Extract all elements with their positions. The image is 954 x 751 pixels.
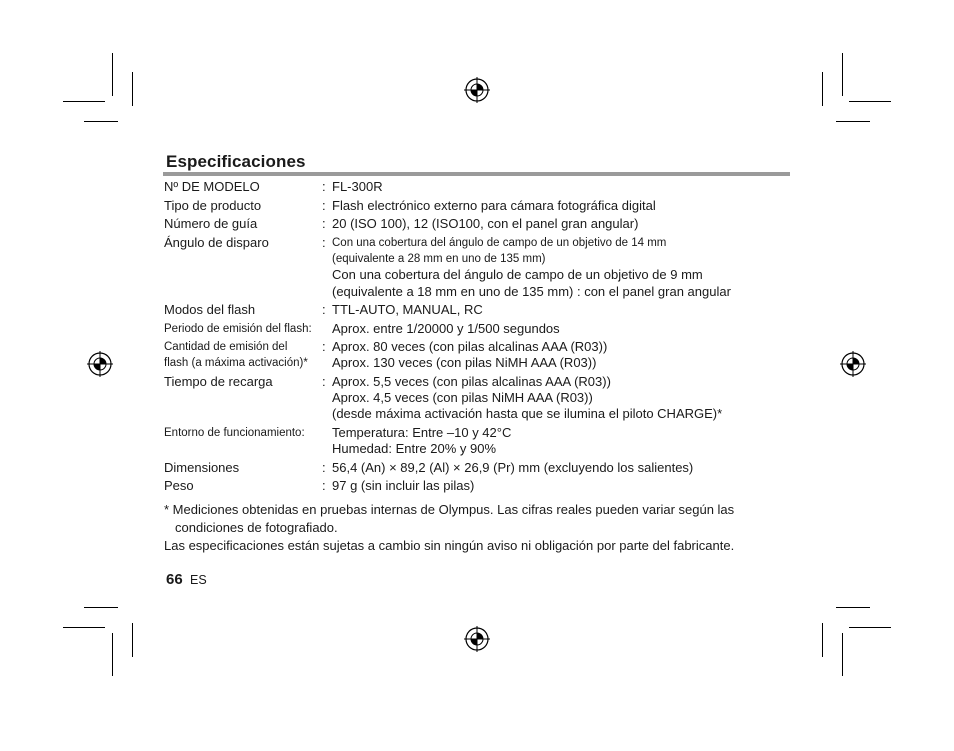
spec-colon: :: [322, 339, 326, 354]
crop-mark: [836, 607, 870, 608]
spec-colon: :: [322, 179, 326, 194]
spec-label: Nº DE MODELO: [164, 179, 260, 194]
footnote: condiciones de fotografiado.: [175, 520, 338, 535]
spec-colon: :: [322, 302, 326, 317]
crop-mark: [849, 627, 891, 628]
spec-colon: :: [322, 460, 326, 475]
spec-label: Peso: [164, 478, 194, 493]
spec-label: Entorno de funcionamiento:: [164, 427, 305, 439]
crop-mark: [132, 72, 133, 106]
spec-value: (equivalente a 18 mm en uno de 135 mm) : con el panel gran angular: [332, 284, 731, 299]
crop-mark: [112, 53, 113, 96]
spec-colon: :: [322, 198, 326, 213]
registration-mark-icon: [840, 351, 866, 377]
spec-value: TTL-AUTO, MANUAL, RC: [332, 302, 483, 317]
spec-value: 20 (ISO 100), 12 (ISO100, con el panel gran angular): [332, 216, 639, 231]
spec-colon: :: [322, 216, 326, 231]
spec-value: Aprox. 130 veces (con pilas NiMH AAA (R03)): [332, 355, 597, 370]
page-number: 66: [166, 571, 183, 588]
spec-value: (equivalente a 28 mm en uno de 135 mm): [332, 253, 546, 265]
spec-colon: :: [322, 478, 326, 493]
spec-label: Cantidad de emisión del: [164, 341, 288, 353]
spec-label: Número de guía: [164, 216, 258, 231]
crop-mark: [84, 121, 118, 122]
crop-mark: [84, 607, 118, 608]
spec-value: 97 g (sin incluir las pilas): [332, 478, 475, 493]
crop-mark: [842, 53, 843, 96]
crop-mark: [836, 121, 870, 122]
title-rule: [163, 172, 790, 176]
footnote: Las especificaciones están sujetas a cambio sin ningún aviso ni obligación por parte del fabricante.: [164, 538, 735, 553]
crop-mark: [63, 627, 105, 628]
crop-mark: [822, 623, 823, 657]
language-code: ES: [190, 573, 207, 587]
spec-label: Ángulo de disparo: [164, 235, 269, 250]
spec-label: Tiempo de recarga: [164, 374, 273, 389]
spec-value: Con una cobertura del ángulo de campo de un objetivo de 9 mm: [332, 267, 703, 282]
spec-value: Humedad: Entre 20% y 90%: [332, 441, 497, 456]
spec-value: (desde máxima activación hasta que se ilumina el piloto CHARGE)*: [332, 406, 723, 421]
crop-mark: [842, 633, 843, 676]
spec-label: Tipo de producto: [164, 198, 262, 213]
spec-colon: :: [322, 235, 326, 250]
crop-mark: [132, 623, 133, 657]
spec-value: Con una cobertura del ángulo de campo de un objetivo de 14 mm: [332, 237, 667, 249]
spec-label: Periodo de emisión del flash:: [164, 323, 312, 335]
spec-value: Flash electrónico externo para cámara fotográfica digital: [332, 198, 656, 213]
spec-label: Dimensiones: [164, 460, 240, 475]
spec-colon: :: [322, 374, 326, 389]
crop-mark: [63, 101, 105, 102]
crop-mark: [112, 633, 113, 676]
registration-mark-icon: [464, 626, 490, 652]
crop-mark: [822, 72, 823, 106]
spec-value: 56,4 (An) × 89,2 (Al) × 26,9 (Pr) mm (excluyendo los salientes): [332, 460, 694, 475]
footnote: * Mediciones obtenidas en pruebas internas de Olympus. Las cifras reales pueden variar según las: [164, 502, 735, 517]
spec-value: FL-300R: [332, 179, 383, 194]
spec-value: Temperatura: Entre –10 y 42°C: [332, 425, 512, 440]
spec-value: Aprox. 5,5 veces (con pilas alcalinas AAA (R03)): [332, 374, 611, 389]
spec-value: Aprox. 4,5 veces (con pilas NiMH AAA (R03)): [332, 390, 593, 405]
spec-label: Modos del flash: [164, 302, 256, 317]
spec-label: flash (a máxima activación)*: [164, 357, 308, 369]
crop-mark: [849, 101, 891, 102]
registration-mark-icon: [87, 351, 113, 377]
spec-value: Aprox. entre 1/20000 y 1/500 segundos: [332, 321, 560, 336]
registration-mark-icon: [464, 77, 490, 103]
spec-value: Aprox. 80 veces (con pilas alcalinas AAA (R03)): [332, 339, 608, 354]
page-title: Especificaciones: [166, 152, 306, 171]
